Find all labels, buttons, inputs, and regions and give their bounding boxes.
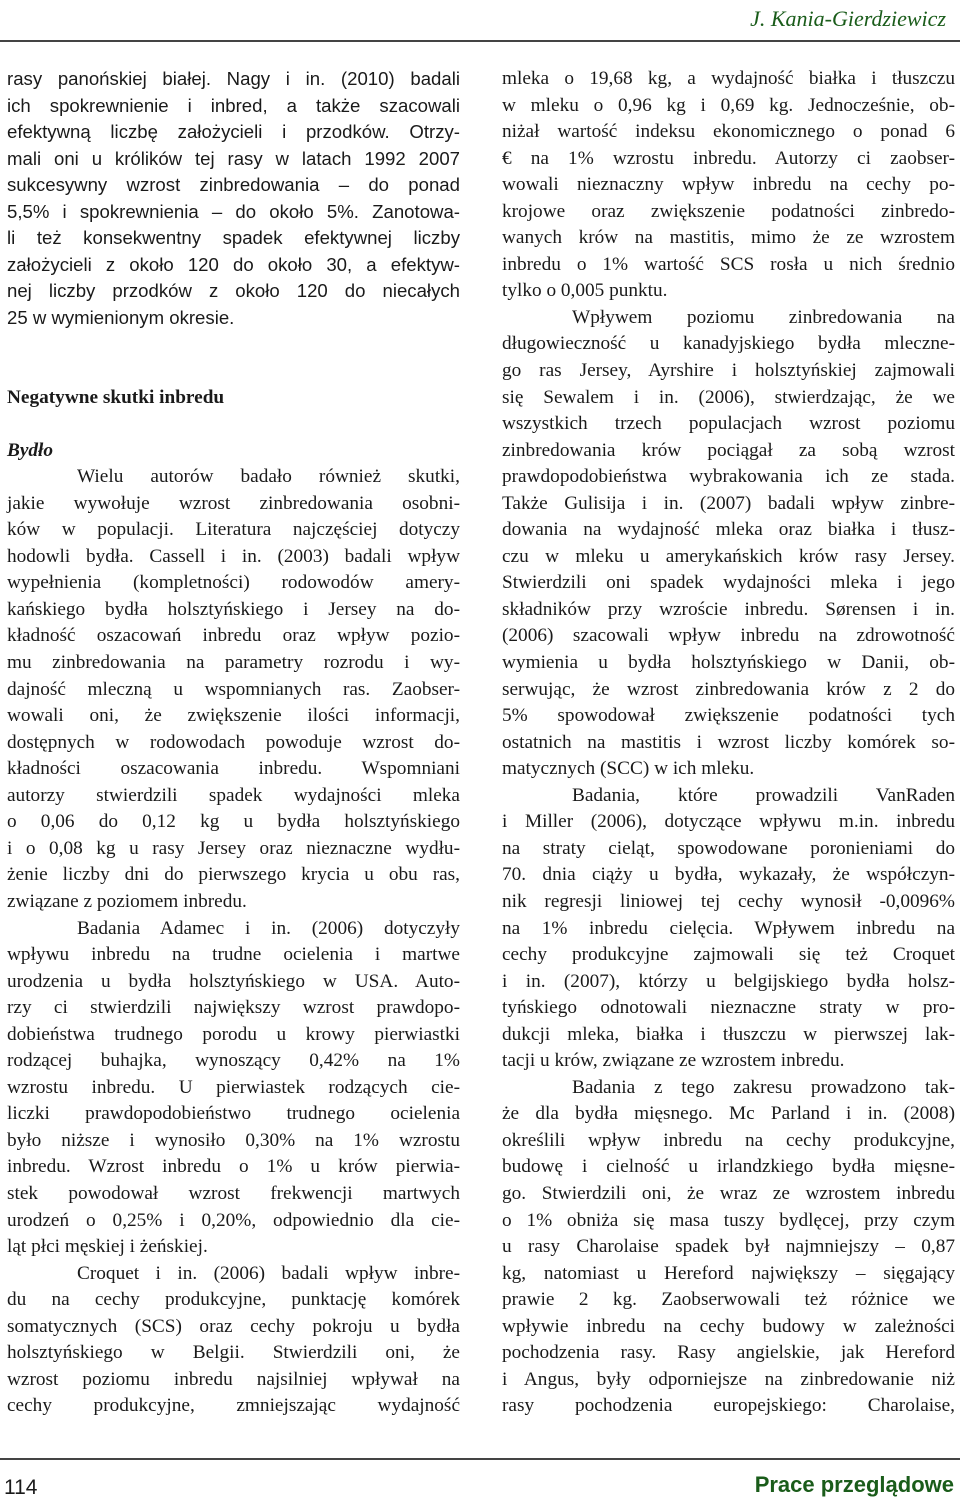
text-line: go. Stwierdzili oni, że wraz ze wzrostem inbredu [502, 1182, 955, 1204]
text-line: ostatnich na mastitis i wzrost liczby komórek so- [502, 731, 955, 753]
text-line: wpływu inbredu na trudne ocielenia i martwe [7, 944, 460, 966]
text-line: cechy produkcyjne, zmniejszając wydajność [7, 1395, 460, 1417]
spacer [7, 358, 460, 385]
text-line: Wielu autorów badało również skutki, [77, 466, 460, 488]
text-line: du na cechy produkcyjne, punktację komórek [7, 1289, 460, 1311]
text-line: określili wpływ inbredu na cechy produkcyjne, [502, 1129, 955, 1151]
text-line: 25 w wymienionym okresie. [7, 306, 235, 328]
text-line: czu w mleku u amerykańskich krów rasy Jersey. [502, 545, 955, 567]
text-line: tylko o 0,005 punktu. [502, 280, 668, 302]
text-line: autorzy stwierdzili spadek wydajności mleka [7, 784, 460, 806]
text-line: mali oni u królików tej rasy w latach 1992 2007 [7, 147, 460, 169]
text-line: wowali oni, że zwiększenie ilości informacji, [7, 705, 460, 727]
text-line: i Angus, były odporniejsze na zinbredowanie niż [502, 1368, 955, 1390]
text-line: nik regresji liniowej tej cechy wynosił -0,0096% [502, 890, 955, 912]
text-line: związane z poziomem inbredu. [7, 890, 247, 912]
text-line: wszystkich trzech populacjach wzrost poziomu [502, 413, 955, 435]
text-line: serwując, że wzrost zinbredowania krów z 2 do [502, 678, 955, 700]
text-line: i Miller (2006), dotyczące wpływu m.in. inbredu [502, 811, 955, 833]
spacer [7, 411, 460, 438]
text-line: liczki prawdopodobieństwo trudnego ocielenia [7, 1103, 460, 1125]
text-line: o 0,06 do 0,12 kg u bydła holsztyńskiego [7, 811, 460, 833]
text-line: 70. dnia ciąży u bydła, wykazały, że współczyn- [502, 864, 955, 886]
text-line: (2006) szacowali wpływ inbredu na zdrowotność [502, 625, 955, 647]
text-line: matycznych (SCC) w ich mleku. [502, 758, 755, 780]
text-line: prawdopodobieństwa wybrakowania ich ze stada. [502, 466, 955, 488]
text-line: sukcesywny wzrost zinbredowania – do ponad [7, 174, 460, 196]
running-head: J. Kania-Gierdziewicz [750, 6, 946, 31]
text-line: wypełnienia (kompletności) rodowodów amery- [7, 572, 460, 594]
text-line: Wpływem poziomu zinbredowania na [572, 306, 955, 328]
text-line: li też konsekwentny spadek efektywnej liczby [7, 227, 460, 249]
text-line: dajność mleczną u wspomnianych ras. Zaobser- [7, 678, 460, 700]
text-line: Croquet i in. (2006) badali wpływ inbre- [77, 1262, 460, 1284]
text-line: było niższe i wynosiło 0,30% na 1% wzrostu [7, 1129, 460, 1151]
text-line: hodowli bydła. Cassell i in. (2003) badali wpływ [7, 545, 460, 567]
text-line: 5% spowodował zwiększenie podatności tych [502, 705, 955, 727]
section-heading: Negatywne skutki inbredu [7, 386, 225, 408]
text-line: kańskiego bydła holsztyńskiego i Jersey na do- [7, 598, 460, 620]
text-line: budowę i cielność u irlandzkiego bydła mięsne- [502, 1156, 955, 1178]
text-line: Także Gulisija i in. (2007) badali wpływ zinbre- [502, 492, 955, 514]
text-line: wzrost poziomu inbredu najsilniej wpływał na [7, 1368, 460, 1390]
text-line: na 1% inbredu cielęcia. Wpływem inbredu na [502, 917, 955, 939]
text-line: rodzącej buhajka, wynoszący 0,42% na 1% [7, 1050, 460, 1072]
text-line: Stwierdzili oni spadek wydajności mleka i jego [502, 572, 955, 594]
text-line: inbredu o 1% wartość SCS rosła u nich średnio [502, 253, 955, 275]
text-line: że dla bydła mięsnego. Mc Parland i in. (2008) [502, 1103, 955, 1125]
left-body [7, 464, 460, 1420]
text-line: o 1% obniża się masa tuszy bydlęcej, przy czym [502, 1209, 955, 1231]
journal-section: Prace przeglądowe [754, 1472, 954, 1497]
page-number: 114 [4, 1476, 38, 1499]
text-line: wpływie inbredu na cechy budowy w zależności [502, 1315, 955, 1337]
text-line: krojowe oraz zwiększenie podatności zinbredo- [502, 200, 955, 222]
text-line: niżał wartość indeksu ekonomicznego o ponad 6 [502, 121, 955, 143]
footer-rule [0, 1458, 960, 1460]
text-line: dobieństwa trudnego porodu u krowy pierwiastki [7, 1023, 460, 1045]
text-line: ków w populacji. Literatura najczęściej dotyczy [7, 519, 460, 541]
text-line: żenie liczby dni do pierwszego krycia u obu ras, [7, 864, 460, 886]
text-line: rasy pochodzenia europejskiego: Charolaise, [502, 1395, 955, 1417]
text-line: inbredu. Wzrost inbredu o 1% u krów pierwia- [7, 1156, 460, 1178]
text-line: nej liczby przodków z około 120 do niecałych [7, 280, 460, 302]
text-line: tacji u krów, związane ze wzrostem inbredu. [502, 1050, 845, 1072]
header-rule [0, 40, 960, 42]
text-line: € na 1% wzrostu inbredu. Autorzy ci zaobser- [502, 147, 955, 169]
text-line: i in. (2007), którzy u belgijskiego bydła holsz- [502, 970, 955, 992]
right-column [502, 66, 955, 1420]
text-line: dukcji mleka, białka i tłuszczu w pierwszej lak- [502, 1023, 955, 1045]
text-line: wanych krów na mastitis, mimo że ze wzrostem [502, 227, 955, 249]
text-line: się Sewalem i in. (2006), stwierdzając, że we [502, 386, 955, 408]
text-line: jakie wywołuje wzrost zinbredowania osobni- [7, 492, 460, 514]
text-line: u rasy Charolaise spadek był najmniejszy – 0,87 [502, 1236, 955, 1258]
text-line: pochodzenia rasy. Rasy angielskie, jak Hereford [502, 1342, 955, 1364]
text-line: wymienia u bydła holsztyńskiego w Danii, ob- [502, 652, 955, 674]
text-line: 5,5% i spokrewnienia – do około 5%. Zanotowa- [7, 200, 460, 222]
text-line: go ras Jersey, Ayrshire i holsztyńskiej zajmowali [502, 360, 955, 382]
text-line: Badania z tego zakresu prowadzono tak- [572, 1076, 955, 1098]
intro-paragraph [7, 66, 460, 331]
text-line: mu zinbredowania na parametry rozrodu i wy- [7, 652, 460, 674]
text-line: ląt płci męskiej i żeńskiej. [7, 1236, 208, 1258]
text-line: kg, natomiast u Hereford największy – sięgający [502, 1262, 955, 1284]
text-line: rasy panońskiej białej. Nagy i in. (2010) badali [7, 68, 460, 89]
text-line: stek powodował wzrost frekwencji martwych [7, 1182, 460, 1204]
text-line: ich spokrewnienie i inbred, a także szacowali [7, 94, 460, 116]
text-line: na straty cieląt, spowodowane poronieniami do [502, 837, 955, 859]
text-line: dowania na wydajność mleka oraz białka i tłusz- [502, 519, 955, 541]
text-line: tyńskiego odnotowali nieznaczne straty w pro- [502, 997, 955, 1019]
text-line: rzy ci stwierdzili największy wzrost prawdopo- [7, 997, 460, 1019]
text-line: wzrostu inbredu. U pierwiastek rodzących cie- [7, 1076, 460, 1098]
text-line: cechy produkcyjne zajmowali się też Croquet [502, 944, 955, 966]
text-line: zinbredowania krów pociągał za sobą wzrost [502, 439, 955, 461]
text-line: Badania, które prowadzili VanRaden [572, 784, 955, 806]
text-line: wowali nieznaczny wpływ inbredu na cechy po- [502, 174, 955, 196]
text-line: Badania Adamec i in. (2006) dotyczyły [77, 917, 460, 939]
text-line: somatycznych (SCS) oraz cechy pokroju u bydła [7, 1315, 460, 1337]
text-line: holsztyńskiego w Belgii. Stwierdzili oni, że [7, 1342, 460, 1364]
right-body [502, 66, 955, 1420]
text-line: kładności oszacowania inbredu. Wspomniani [7, 758, 460, 780]
subsection-heading: Bydło [7, 439, 54, 461]
text-line: kładność oszacowań inbredu oraz wpływ pozio- [7, 625, 460, 647]
text-line: urodzeń o 0,25% i 0,20%, odpowiednio dla cie- [7, 1209, 460, 1231]
text-line: prawie 2 kg. Zaobserwowali też różnice we [502, 1289, 955, 1311]
text-line: dostępnych w rodowodach powoduje wzrost do- [7, 731, 460, 753]
text-line: długowieczność u kanadyjskiego bydła mleczne- [502, 333, 955, 355]
spacer [7, 331, 460, 358]
text-line: mleka o 19,68 kg, a wydajność białka i tłuszczu [502, 68, 955, 89]
text-line: i o 0,08 kg u rasy Jersey oraz nieznaczne wydłu- [7, 837, 460, 859]
text-line: urodzenia u bydła holsztyńskiego w USA. Auto- [7, 970, 460, 992]
text-line: w mleku o 0,96 kg i 0,69 kg. Jednocześnie, ob- [502, 94, 955, 116]
text-line: efektywną liczbę założycieli i przodków. Otrzy- [7, 121, 460, 143]
left-column [7, 66, 460, 1420]
text-line: założycieli z około 120 do około 30, a efektyw- [7, 253, 460, 275]
text-line: składników przy wzroście inbredu. Sørensen i in. [502, 598, 955, 620]
